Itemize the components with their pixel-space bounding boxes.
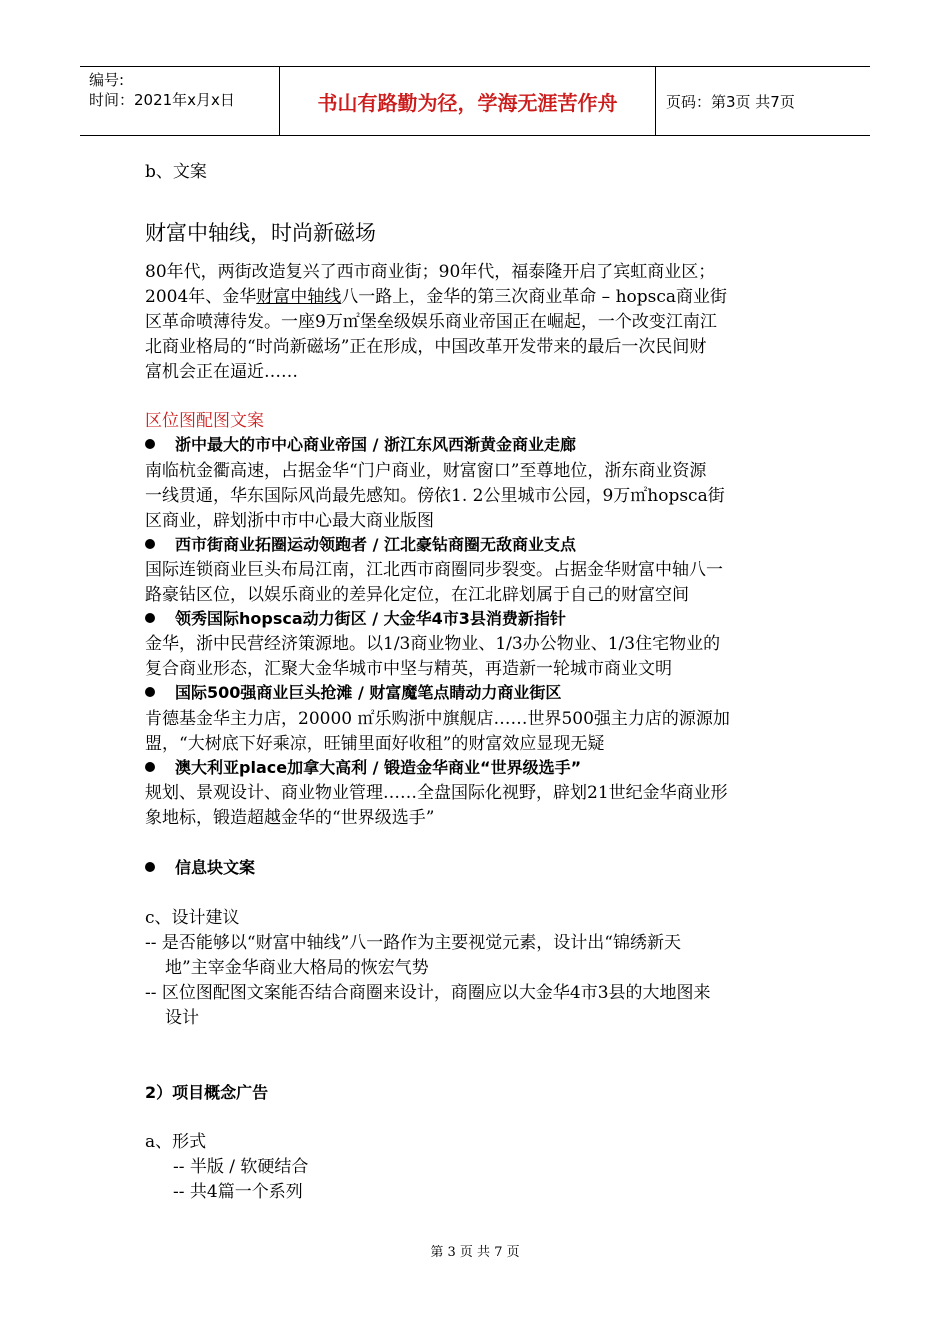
paragraph-line: 富机会正在逼近…… (145, 362, 298, 382)
bullet-dot-icon (145, 613, 155, 623)
paragraph-text: 2004年、金华 (145, 287, 257, 307)
bullet-line: 复合商业形态，汇聚大金华城市中坚与精英，再造新一轮城市商业文明 (145, 659, 672, 679)
bullet-line: 路豪钻区位，以娱乐商业的差异化定位，在江北辟划属于自己的财富空间 (145, 585, 689, 605)
suggestion-line: -- 区位图配图文案能否结合商圈来设计，商圈应以大金华4市3县的大地图来 (145, 983, 711, 1003)
bullet-line: 盟，“大树底下好乘凉，旺铺里面好收租”的财富效应显现无疑 (145, 734, 605, 754)
bullet-dot-icon (145, 439, 155, 449)
bullet-title: 西市街商业拓圈运动领跑者 / 江北豪钻商圈无敌商业支点 (145, 533, 576, 557)
section-b-title: 财富中轴线，时尚新磁场 (145, 221, 376, 245)
bullet-line: 一线贯通，华东国际风尚最先感知。傍依1. 2公里城市公园，9万㎡hopsca街 (145, 486, 725, 506)
section-c-heading: c、设计建议 (145, 908, 240, 928)
section-2-subheading: a、形式 (145, 1132, 207, 1152)
paragraph-line (145, 285, 727, 309)
bullet-line: 国际连锁商业巨头布局江南，江北西市商圈同步裂变。占据金华财富中轴八一 (145, 560, 723, 580)
info-block-heading: 信息块文案 (145, 856, 255, 880)
section-b-heading: b、文案 (145, 162, 207, 182)
page-header (80, 66, 870, 136)
suggestion-line: 地”主宰金华商业大格局的恢宏气势 (165, 958, 429, 978)
bullet-line: 规划、景观设计、商业物业管理……全盘国际化视野，辟划21世纪金华商业形 (145, 783, 728, 803)
paragraph-line: 北商业格局的“时尚新磁场”正在形成，中国改革开发带来的最后一次民间财 (145, 337, 707, 357)
bullet-line: 肯德基金华主力店，20000 ㎡乐购浙中旗舰店……世界500强主力店的源源加 (145, 709, 730, 729)
bullet-title: 领秀国际hopsca动力街区 / 大金华4市3县消费新指针 (145, 607, 566, 631)
bullet-dot-icon (145, 687, 155, 697)
bullet-dot-icon (145, 762, 155, 772)
header-motto: 书山有路勤为径，学海无涯苦作舟 (280, 67, 656, 135)
suggestion-line: -- 是否能够以“财富中轴线”八一路作为主要视觉元素，设计出“锦绣新天 (145, 933, 681, 953)
paragraph-text: 八一路上，金华的第三次商业革命 – hopsca商业街 (341, 287, 728, 307)
bullet-line: 金华，浙中民营经济策源地。以1/3商业物业、1/3办公物业、1/3住宅物业的 (145, 634, 721, 654)
bullet-line: 象地标，锻造超越金华的“世界级选手” (145, 808, 435, 828)
bullet-title: 浙中最大的市中心商业帝国 / 浙江东风西渐黄金商业走廊 (145, 433, 576, 457)
header-page-label: 页码：第3页 共7页 (666, 92, 795, 111)
number-label: 编号: (89, 71, 125, 89)
bullet-line: 区商业，辟划浙中市中心最大商业版图 (145, 511, 434, 531)
map-copy-heading: 区位图配图文案 (145, 411, 264, 431)
bullet-dot-icon (145, 539, 155, 549)
time-label: 时间：2021年x月x日 (89, 91, 235, 109)
bullet-title: 国际500强商业巨头抢滩 / 财富魔笔点睛动力商业街区 (145, 681, 561, 705)
underlined-text: 财富中轴线 (256, 287, 342, 307)
format-item: -- 共4篇一个系列 (173, 1182, 303, 1202)
bullet-title: 澳大利亚place加拿大高利 / 锻造金华商业“世界级选手” (145, 756, 581, 780)
bullet-dot-icon (145, 862, 155, 872)
format-item: -- 半版 / 软硬结合 (173, 1157, 309, 1177)
paragraph-line: 80年代，两街改造复兴了西市商业街；90年代，福泰隆开启了宾虹商业区； (145, 262, 716, 282)
paragraph-line: 区革命喷薄待发。一座9万㎡堡垒级娱乐商业帝国正在崛起，一个改变江南江 (145, 312, 717, 332)
header-meta (80, 67, 280, 135)
page-footer: 第 3 页 共 7 页 (430, 1245, 520, 1260)
bullet-line: 南临杭金衢高速，占据金华“门户商业，财富窗口”至尊地位，浙东商业资源 (145, 461, 707, 481)
section-2-heading: 2）项目概念广告 (145, 1083, 269, 1102)
suggestion-line: 设计 (165, 1008, 199, 1028)
